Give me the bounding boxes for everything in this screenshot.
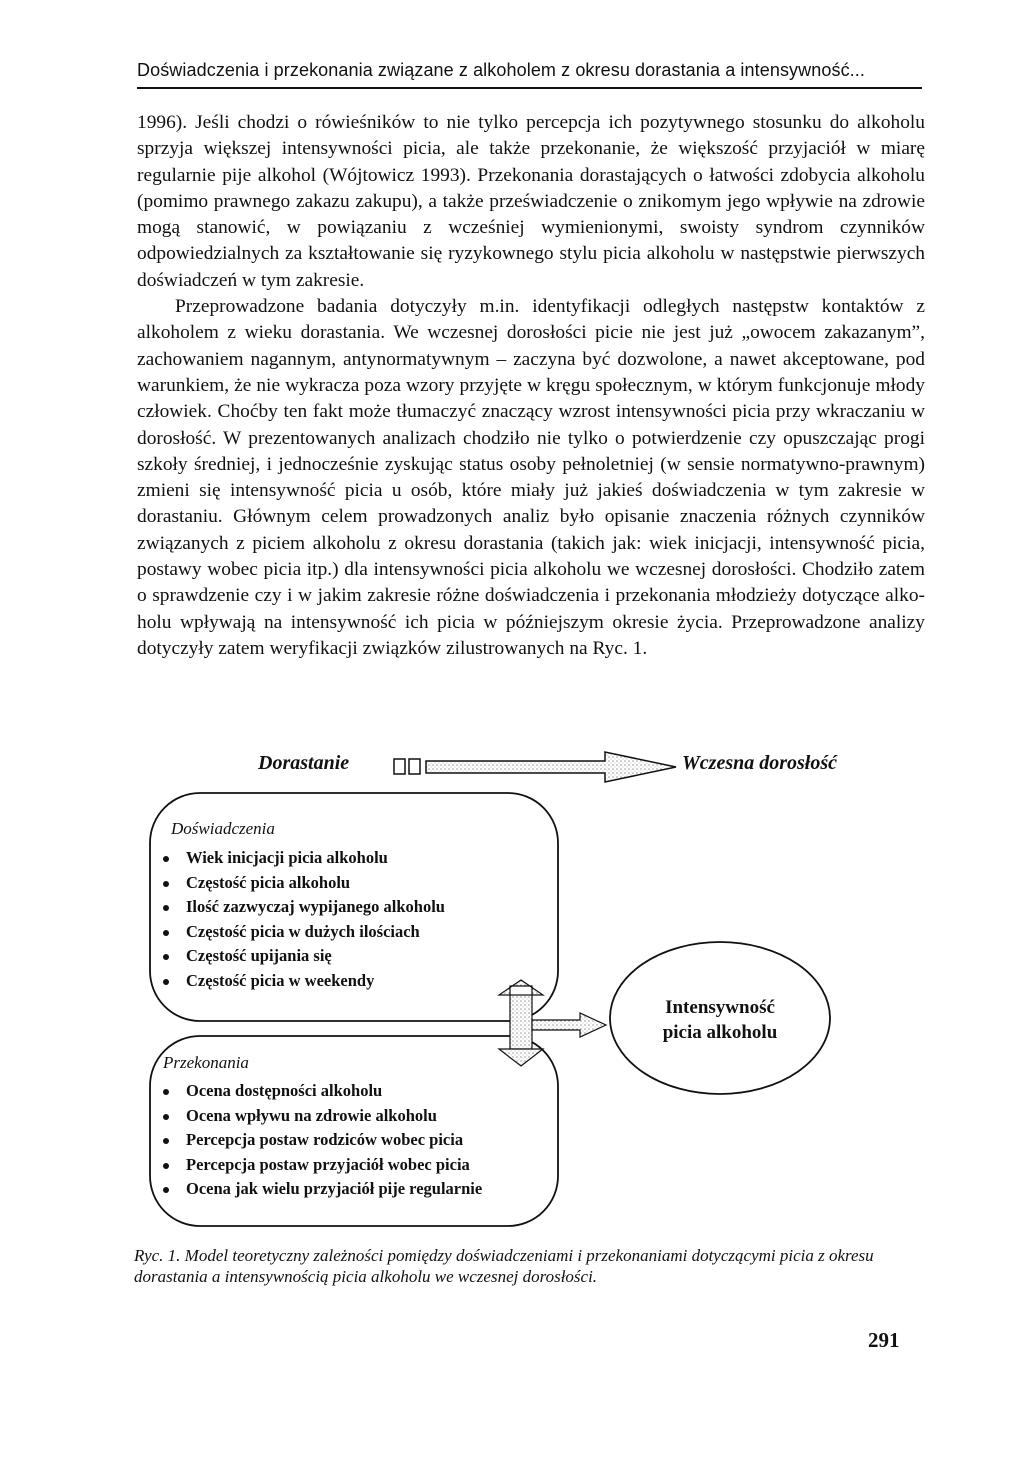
double-arrow-down-head: [499, 1049, 543, 1066]
figure-caption: Ryc. 1. Model teoretyczny zależności pomiędzy doświadczeniami i przekonaniami dotyczącymi picia z okresu dorastania a intensywnością picia alkoholu we wczesnej dorosłości.: [134, 1246, 874, 1286]
list-item: Percepcja postaw rodziców wobec picia: [160, 1128, 482, 1153]
experiences-label: Doświadczenia: [171, 819, 275, 838]
outcome-text: [612, 995, 828, 1045]
outcome-line-1: Intensywność: [665, 997, 775, 1018]
list-item: Ocena jak wielu przyjaciół pije regularnie: [160, 1177, 482, 1202]
list-item: Ocena wpływu na zdrowie alkoholu: [160, 1104, 482, 1129]
experiences-list: [160, 846, 445, 994]
list-item: Percepcja postaw przyjaciół wobec picia: [160, 1153, 482, 1178]
list-item: Częstość picia alkoholu: [160, 871, 445, 896]
arrow-to-outcome: [532, 1013, 606, 1037]
timeline-arrow: [394, 752, 676, 782]
timeline-label-adolescence: Dorastanie: [258, 752, 350, 774]
list-item: Częstość upijania się: [160, 944, 445, 969]
page-number: 291: [868, 1328, 900, 1352]
running-header: Doświadczenia i przekonania związane z alkoholem z okresu dorastania a intensywność...: [137, 60, 922, 89]
timeline-arrow-shape: [426, 752, 676, 782]
list-item: Wiek inicjacji picia alkoholu: [160, 846, 445, 871]
timeline-label-early-adulthood: Wczesna dorosłość: [682, 752, 838, 774]
timeline-square-2: [409, 759, 420, 774]
list-item: Ilość zazwyczaj wypijanego alkoholu: [160, 895, 445, 920]
double-arrow-up-head: [499, 980, 543, 995]
paragraph-2: Przeprowadzone badania dotyczyły m.in. identyfikacji odległych następstw kontaktów z alkoholem z wieku dorastania. We wczesnej dorosłości picie nie jest już „owocem zakazanym”, zachowaniem nagannym, antynormatywnym – zaczyna być dozwolone, a nawet akceptowane, pod warunkiem, że nie wykracza poza wzory przyjęte w kręgu społecznym, w którym funkcjonuje młody człowiek. Choćby ten fakt może tłumaczyć znaczący wzrost intensywności picia przy wkraczaniu w dorosłość. W prezentowanych analizach chodziło nie tylko o potwierdzenie czy opuszczając progi szkoły średniej, i jednocześnie zyskując status osoby pełnoletniej (w sensie normatywno-prawnym) zmieni się intensywność picia u osób, które miały już jakieś doświadczenia w tym zakresie w dorastaniu. Głównym celem prowadzonych analiz było opisanie znaczenia różnych czynników związanych z piciem alkoholu z okresu dorastania (takich jak: wiek inicjacji, intensywność picia, postawy wobec picia itp.) dla intensywności picia alkoholu we wczesnej dorosłości. Chodziło zatem o sprawdzenie czy i w jakim zakresie różne doświadczenia i przekonania młodzieży dotyczące alkoholu wpływają na intensywność ich picia w późniejszym okresie życia. Przeprowadzone analizy dotyczyły zatem weryfikacji związków zilustrowanych na Ryc. 1.: [137, 296, 925, 659]
beliefs-label: Przekonania: [163, 1053, 249, 1072]
list-item: Częstość picia w weekendy: [160, 969, 445, 994]
outcome-line-2: picia alkoholu: [662, 1022, 778, 1043]
double-arrow-shaft: [510, 995, 532, 1049]
timeline-square-1: [394, 759, 405, 774]
beliefs-list: [160, 1079, 482, 1202]
list-item: Częstość picia w dużych ilościach: [160, 920, 445, 945]
paragraph-1: 1996). Jeśli chodzi o rówieśników to nie tylko percepcja ich pozytywnego stosunku do alkoholu sprzyja większej intensywności picia, ale także przekonanie, że większość przyjaciół w miarę regularnie pije alkohol (Wójtowicz 1993). Przekonania dorastających o łatwości zdobycia alkoholu (pomimo prawnego zakazu zakupu), a także przeświadczenie o znikomym jego wpływie na zdrowie mogą stanowić, w powiązaniu z wcześniej wymienionymi, swoisty syndrom czynników odpowiedzialnych za kształtowanie się ryzykownego stylu picia alkoholu w następstwie pierwszych doświadczeń w tym zakresie.: [137, 112, 925, 291]
list-item: Ocena dostępności alkoholu: [160, 1079, 482, 1104]
